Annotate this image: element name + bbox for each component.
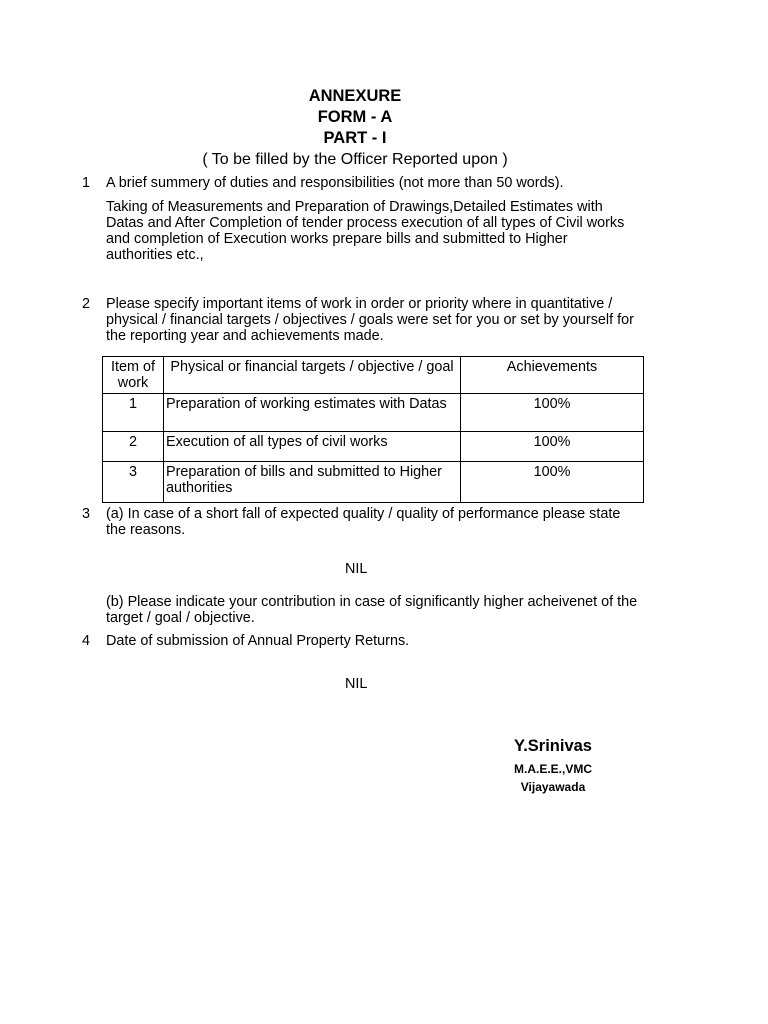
- q4-answer: NIL: [345, 676, 368, 692]
- column-header-target: Physical or financial targets / objective / goal: [164, 357, 461, 394]
- q2-number: 2: [82, 296, 91, 312]
- table-row: [103, 394, 644, 432]
- q3-answer-a: NIL: [345, 561, 368, 577]
- target-text: Preparation of working estimates with Datas: [164, 394, 461, 432]
- q3-part-b: (b) Please indicate your contribution in case of significantly higher acheivenet of the target / goal / objective.: [106, 594, 638, 626]
- signatory-name: Y.Srinivas: [514, 737, 592, 755]
- item-number: 1: [103, 394, 164, 432]
- form-instruction: ( To be filled by the Officer Reported upon ): [202, 151, 508, 168]
- table-row: [103, 432, 644, 462]
- table-header-row: [103, 357, 644, 394]
- achievement-value: 100%: [461, 432, 644, 462]
- targets-table: [102, 356, 644, 503]
- q4-question: Date of submission of Annual Property Returns.: [106, 633, 410, 649]
- target-text: Execution of all types of civil works: [164, 432, 461, 462]
- form-title: FORM - A: [317, 108, 393, 126]
- part-title: PART - I: [323, 129, 387, 147]
- q1-answer: Taking of Measurements and Preparation of Drawings,Detailed Estimates with Datas and After Completion of tender process execution of all types of Civil works and completion of Execution works prepare bills and submitted to Higher authorities etc.,: [106, 199, 625, 263]
- table-row: [103, 462, 644, 503]
- q3-number: 3: [82, 506, 91, 522]
- column-header-achievement: Achievements: [461, 357, 644, 394]
- item-number: 3: [103, 462, 164, 503]
- q3-part-a: (a) In case of a short fall of expected quality / quality of performance please state the reasons.: [106, 506, 621, 538]
- column-header-item: Item of work: [103, 357, 164, 394]
- q1-number: 1: [82, 175, 91, 191]
- signatory-place: Vijayawada: [520, 780, 586, 794]
- q1-question: A brief summery of duties and responsibilities (not more than 50 words).: [106, 175, 564, 191]
- item-number: 2: [103, 432, 164, 462]
- q4-number: 4: [82, 633, 91, 649]
- target-text: Preparation of bills and submitted to Higher authorities: [164, 462, 461, 503]
- achievement-value: 100%: [461, 394, 644, 432]
- q2-question: Please specify important items of work in order or priority where in quantitative / physical / financial targets / objectives / goals were set for you or set by yourself for the reporting year and achievements made.: [106, 296, 634, 344]
- achievement-value: 100%: [461, 462, 644, 503]
- signatory-designation: M.A.E.E.,VMC: [513, 762, 592, 776]
- annexure-title: ANNEXURE: [308, 87, 402, 105]
